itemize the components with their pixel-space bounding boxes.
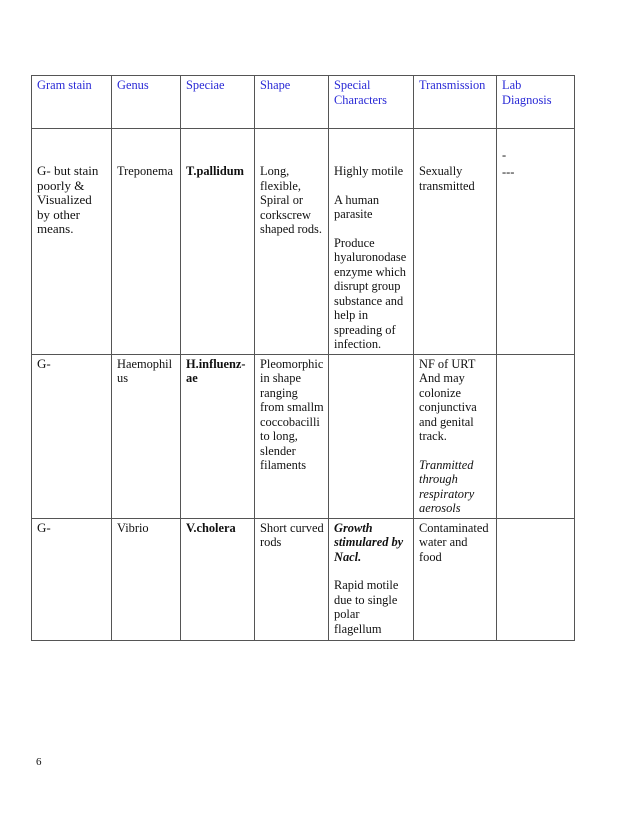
table-header-row bbox=[32, 76, 575, 129]
header-transmission: Transmission bbox=[414, 76, 497, 129]
special-text: Growth stimulared by Nacl. bbox=[334, 520, 404, 564]
cell-transmission bbox=[414, 518, 497, 640]
table-row bbox=[32, 518, 575, 640]
header-species: Speciae bbox=[181, 76, 255, 129]
header-gram-stain: Gram stain bbox=[32, 76, 112, 129]
transmission-text: NF of URT And may colonize conjunctiva and genital track. bbox=[419, 356, 477, 443]
cell-lab-diagnosis bbox=[497, 354, 575, 518]
special-text: Highly motile bbox=[334, 164, 404, 178]
lab-text: --- bbox=[502, 164, 515, 179]
shape-text: Long, flexible, Spiral or corkscrew shaped rods. bbox=[260, 164, 322, 236]
genus-text: Haemophilus bbox=[117, 356, 173, 385]
cell-shape bbox=[255, 518, 329, 640]
shape-text: Short curved rods bbox=[260, 520, 324, 549]
shape-text: Pleomorphic in shape ranging from smallm coccobacilli to long, slender filaments bbox=[260, 356, 324, 472]
species-text: T.pallidum bbox=[186, 164, 244, 178]
special-text: A human parasite bbox=[334, 192, 380, 221]
cell-lab-diagnosis bbox=[497, 518, 575, 640]
transmission-text: Contaminated water and food bbox=[419, 520, 489, 564]
cell-special-characters bbox=[329, 518, 414, 640]
cell-special-characters bbox=[329, 354, 414, 518]
cell-genus bbox=[112, 518, 181, 640]
gram-stain-text: G- but stain poorly & Visualized by other means. bbox=[37, 163, 99, 236]
cell-genus bbox=[112, 129, 181, 355]
cell-shape bbox=[255, 129, 329, 355]
cell-transmission bbox=[414, 354, 497, 518]
cell-species bbox=[181, 129, 255, 355]
gram-stain-text: G- bbox=[37, 355, 51, 371]
cell-species bbox=[181, 354, 255, 518]
gram-stain-text: G- bbox=[37, 519, 51, 535]
cell-species bbox=[181, 518, 255, 640]
cell-lab-diagnosis bbox=[497, 129, 575, 355]
header-genus: Genus bbox=[112, 76, 181, 129]
cell-special-characters bbox=[329, 129, 414, 355]
cell-gram-stain bbox=[32, 354, 112, 518]
cell-gram-stain bbox=[32, 129, 112, 355]
header-shape: Shape bbox=[255, 76, 329, 129]
header-lab-diagnosis: Lab Diagnosis bbox=[497, 76, 575, 129]
lab-text: - bbox=[502, 148, 507, 162]
table-row bbox=[32, 129, 575, 355]
special-text: Produce hyaluronodase enzyme which disrupt group substance and help in spreading of infection. bbox=[334, 235, 407, 351]
page-number: 6 bbox=[36, 756, 42, 768]
cell-shape bbox=[255, 354, 329, 518]
genus-text: Treponema bbox=[117, 164, 173, 178]
cell-genus bbox=[112, 354, 181, 518]
cell-gram-stain bbox=[32, 518, 112, 640]
table-row bbox=[32, 354, 575, 518]
transmission-text: Tranmitted through respiratory aerosols bbox=[419, 457, 475, 515]
species-text: H.influenz-ae bbox=[186, 356, 246, 385]
bacteria-table bbox=[31, 75, 575, 641]
species-text: V.cholera bbox=[186, 520, 236, 535]
genus-text: Vibrio bbox=[117, 520, 149, 535]
header-special-characters: Special Characters bbox=[329, 76, 414, 129]
transmission-text: Sexually transmitted bbox=[419, 164, 475, 193]
special-text: Rapid motile due to single polar flagellum bbox=[334, 578, 399, 636]
cell-transmission bbox=[414, 129, 497, 355]
